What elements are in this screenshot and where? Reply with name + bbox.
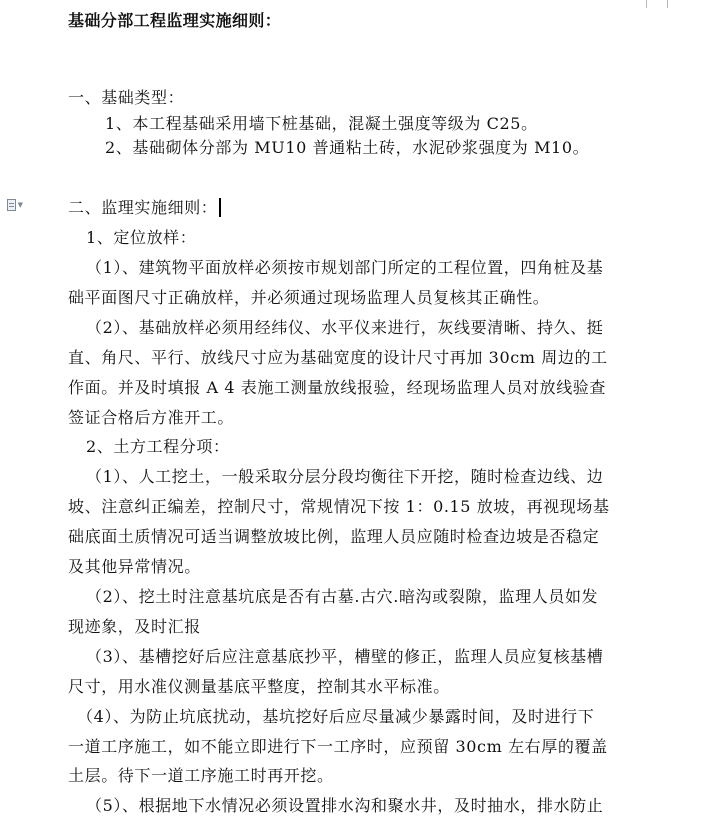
- paragraph-line: 土层。待下一道工序施工时再开挖。: [68, 766, 334, 785]
- page-corner-mark: [667, 0, 668, 8]
- paragraph-line: 及其他异常情况。: [68, 557, 201, 576]
- paragraph-line: （5）、根据地下水情况必须设置排水沟和聚水井，及时抽水，排水防止: [86, 796, 604, 815]
- paragraph-line: 一道工序施工，如不能立即进行下一工序时，应预留 30cm 左右厚的覆盖: [68, 737, 608, 756]
- paragraph-line: 1、本工程基础采用墙下桩基础，混凝土强度等级为 C25。: [105, 114, 538, 133]
- document-title: 基础分部工程监理实施细则：: [68, 11, 282, 30]
- paragraph-line: 作面。并及时填报 A 4 表施工测量放线报验，经现场监理人员对放线验查: [68, 378, 606, 397]
- paragraph-line: 础底面土质情况可适当调整放坡比例，监理人员应随时检查边坡是否稳定: [68, 527, 600, 546]
- paragraph-line: 直、角尺、平行、放线尺寸应为基础宽度的设计尺寸再加 30cm 周边的工: [68, 348, 608, 367]
- paragraph-line: 尺寸，用水准仪测量基底平整度，控制其水平标准。: [68, 677, 450, 696]
- chevron-down-icon: ▼: [17, 200, 23, 209]
- paragraph-line: （3）、基槽挖好后应注意基底抄平，槽壁的修正，监理人员应复核基槽: [86, 647, 604, 666]
- paragraph-line: （1）、建筑物平面放样必须按市规划部门所定的工程位置，四角桩及基: [86, 258, 604, 277]
- page-corner-mark: [646, 0, 647, 8]
- paragraph-line: 坡、注意纠正编差，控制尺寸，常规情况下按 1：0.15 放坡，再视现场基: [68, 497, 610, 516]
- section-heading: 一、基础类型：: [68, 88, 185, 107]
- subheading: 1、定位放样：: [86, 228, 197, 247]
- paragraph-line: （2）、挖土时注意基坑底是否有古墓.古穴.暗沟或裂隙，监理人员如发: [86, 587, 599, 606]
- paragraph-options-icon[interactable]: [7, 198, 23, 212]
- paragraph-line: 签证合格后方准开工。: [68, 408, 235, 427]
- paragraph-line: （4）、为防止坑底扰动，基坑挖好后应尽量减少暴露时间，及时进行下: [77, 707, 595, 726]
- paragraph-line: 2、基础砌体分部为 MU10 普通粘土砖，水泥砂浆强度为 M10。: [105, 138, 590, 157]
- section-heading: 二、监理实施细则：: [68, 198, 221, 218]
- paragraph-line: （1）、人工挖土，一般采取分层分段均衡往下开挖，随时检查边线、边: [86, 467, 604, 486]
- subheading: 2、土方工程分项：: [86, 437, 230, 456]
- paragraph-line: （2）、基础放样必须用经纬仪、水平仪来进行，灰线要清晰、持久、挺: [86, 318, 604, 337]
- document-icon: [7, 199, 16, 211]
- paragraph-line: 现迹象，及时汇报: [68, 617, 201, 636]
- text-cursor: [219, 198, 221, 217]
- paragraph-line: 础平面图尺寸正确放样，并必须通过现场监理人员复核其正确性。: [68, 288, 550, 307]
